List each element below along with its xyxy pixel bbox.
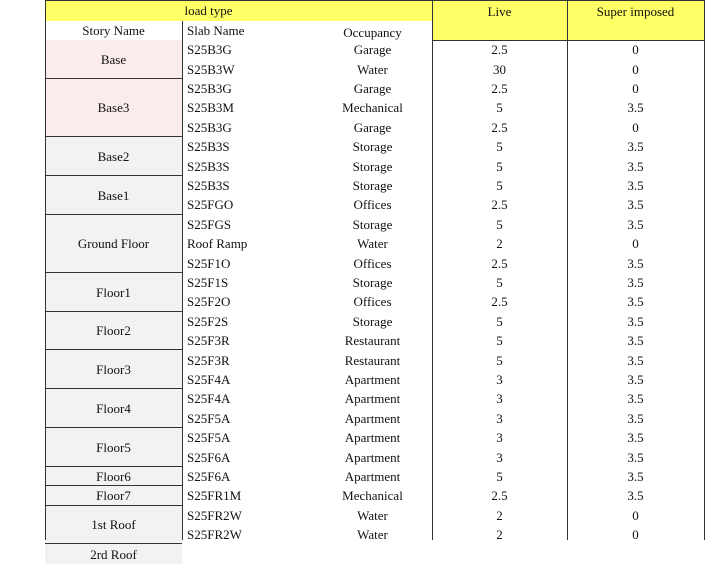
super-imposed-cell: 3.5 xyxy=(627,410,644,426)
live-cell: 5 xyxy=(496,333,503,349)
live-cell: 5 xyxy=(496,177,503,193)
story-divider xyxy=(45,427,182,428)
occupancy-cell: Storage xyxy=(352,313,393,329)
occupancy-cell: Storage xyxy=(352,274,393,290)
occupancy-cell: Apartment xyxy=(344,468,401,484)
story-divider xyxy=(45,272,182,273)
story-divider xyxy=(45,78,182,79)
live-cell: 5 xyxy=(496,352,503,368)
slab-name-cell: S25FR2W xyxy=(187,527,242,543)
live-cell: 2.5 xyxy=(491,80,508,96)
slab-name-cell: S25F6A xyxy=(187,468,231,484)
header-live: Live xyxy=(487,4,512,19)
live-cell: 2 xyxy=(496,507,503,523)
occupancy-cell: Mechanical xyxy=(342,100,403,116)
super-imposed-cell: 3.5 xyxy=(627,197,644,213)
super-imposed-cell: 3.5 xyxy=(627,391,644,407)
live-cell: 5 xyxy=(496,216,503,232)
occupancy-cell: Apartment xyxy=(344,430,401,446)
table-left-border xyxy=(45,0,46,540)
live-cell: 2 xyxy=(496,236,503,252)
story-name-cell: Base3 xyxy=(45,79,182,137)
live-cell: 3 xyxy=(496,371,503,387)
table-right-border xyxy=(704,0,705,540)
live-cell: 3 xyxy=(496,410,503,426)
super-imposed-cell: 3.5 xyxy=(627,468,644,484)
super-imposed-cell: 3.5 xyxy=(627,139,644,155)
story-divider xyxy=(45,349,182,350)
occupancy-cell: Water xyxy=(357,236,388,252)
slab-name-cell: S25B3G xyxy=(187,42,232,58)
super-imposed-cell: 0 xyxy=(632,80,639,96)
header-load-type: load type xyxy=(184,3,233,18)
slab-name-cell: S25F1O xyxy=(187,255,231,271)
occupancy-cell: Apartment xyxy=(344,391,401,407)
occupancy-cell: Apartment xyxy=(344,449,401,465)
occupancy-cell: Restaurant xyxy=(344,352,401,368)
super-imposed-cell: 3.5 xyxy=(627,158,644,174)
super-imposed-cell: 3.5 xyxy=(627,274,644,290)
slab-name-cell: S25F5A xyxy=(187,410,231,426)
story-divider xyxy=(45,466,182,467)
super-imposed-cell: 0 xyxy=(632,119,639,135)
story-divider xyxy=(45,136,182,137)
story-name-cell: Floor4 xyxy=(45,389,182,428)
occupancy-cell: Garage xyxy=(353,119,392,135)
story-divider xyxy=(45,311,182,312)
story-divider xyxy=(45,214,182,215)
slab-name-cell: S25B3S xyxy=(187,139,230,155)
slab-name-cell: S25B3G xyxy=(187,119,232,135)
occupancy-cell: Offices xyxy=(353,294,392,310)
slab-name-cell: S25FR2W xyxy=(187,507,242,523)
slab-name-cell: S25B3W xyxy=(187,61,235,77)
occupancy-cell: Water xyxy=(357,507,388,523)
slab-name-cell: S25B3G xyxy=(187,80,232,96)
live-cell: 5 xyxy=(496,313,503,329)
live-cell: 30 xyxy=(493,61,506,77)
header-story-name: Story Name xyxy=(82,23,145,38)
live-cell: 3 xyxy=(496,391,503,407)
story-name-cell: Floor5 xyxy=(45,428,182,467)
occupancy-cell: Storage xyxy=(352,158,393,174)
header-slab-name: Slab Name xyxy=(187,23,245,38)
story-name-cell: Floor1 xyxy=(45,273,182,312)
super-imposed-cell: 3.5 xyxy=(627,255,644,271)
occupancy-cell: Offices xyxy=(353,197,392,213)
table-top-border xyxy=(45,0,704,1)
super-imposed-cell: 3.5 xyxy=(627,371,644,387)
occupancy-cell: Storage xyxy=(352,216,393,232)
super-imposed-cell: 3.5 xyxy=(627,333,644,349)
live-cell: 2 xyxy=(496,527,503,543)
super-imposed-cell: 3.5 xyxy=(627,177,644,193)
live-cell: 3 xyxy=(496,449,503,465)
slab-name-cell: S25B3S xyxy=(187,158,230,174)
story-divider xyxy=(45,388,182,389)
super-imposed-cell: 0 xyxy=(632,527,639,543)
occupancy-cell: Offices xyxy=(353,255,392,271)
story-name-cell: Base2 xyxy=(45,137,182,176)
live-cell: 3 xyxy=(496,430,503,446)
super-imposed-cell: 0 xyxy=(632,42,639,58)
occupancy-cell: Water xyxy=(357,527,388,543)
story-name-cell: Floor7 xyxy=(45,486,182,505)
super-imposed-cell: 0 xyxy=(632,61,639,77)
occupancy-cell: Garage xyxy=(353,80,392,96)
story-name-cell: Floor6 xyxy=(45,467,182,486)
header-super-imposed-cell xyxy=(567,0,704,40)
slab-name-cell: S25F4A xyxy=(187,391,231,407)
header-load-type-cell xyxy=(45,0,432,21)
super-imposed-cell: 3.5 xyxy=(627,430,644,446)
story-name-cell: Floor2 xyxy=(45,312,182,351)
occupancy-cell: Mechanical xyxy=(342,488,403,504)
live-cell: 2.5 xyxy=(491,488,508,504)
occupancy-cell: Storage xyxy=(352,139,393,155)
live-cell: 5 xyxy=(496,139,503,155)
story-divider xyxy=(45,505,182,506)
super-imposed-cell: 0 xyxy=(632,507,639,523)
super-imposed-cell: 3.5 xyxy=(627,294,644,310)
story-name-cell: Base xyxy=(45,40,182,79)
live-cell: 5 xyxy=(496,274,503,290)
slab-name-cell: S25FGO xyxy=(187,197,234,213)
live-cell: 5 xyxy=(496,100,503,116)
super-imposed-cell: 3.5 xyxy=(627,352,644,368)
live-cell: 2.5 xyxy=(491,119,508,135)
live-cell: 2.5 xyxy=(491,197,508,213)
super-imposed-cell: 3.5 xyxy=(627,488,644,504)
slab-name-cell: S25F3R xyxy=(187,333,230,349)
header-live-cell xyxy=(432,0,567,40)
live-column-border xyxy=(567,0,568,540)
super-imposed-cell: 3.5 xyxy=(627,100,644,116)
live-cell: 5 xyxy=(496,158,503,174)
occupancy-cell: Water xyxy=(357,61,388,77)
slab-name-cell: S25F3R xyxy=(187,352,230,368)
story-name-cell: Ground Floor xyxy=(45,215,182,273)
slab-name-cell: S25F4A xyxy=(187,371,231,387)
slab-name-cell: S25F1S xyxy=(187,274,229,290)
story-divider xyxy=(45,485,182,486)
slab-name-cell: S25FR1M xyxy=(187,488,242,504)
occupancy-cell: Apartment xyxy=(344,371,401,387)
slab-name-cell: S25F2S xyxy=(187,313,229,329)
super-imposed-cell: 3.5 xyxy=(627,216,644,232)
story-name-cell: Base1 xyxy=(45,176,182,215)
slab-name-cell: S25FGS xyxy=(187,216,232,232)
story-divider xyxy=(45,543,182,544)
story-name-cell: 1st Roof xyxy=(45,506,182,545)
super-imposed-cell: 0 xyxy=(632,236,639,252)
live-cell: 2.5 xyxy=(491,255,508,271)
occupancy-cell: Apartment xyxy=(344,410,401,426)
super-imposed-cell: 3.5 xyxy=(627,313,644,329)
story-column-border xyxy=(182,21,183,540)
story-name-cell: Floor3 xyxy=(45,350,182,389)
slab-name-cell: Roof Ramp xyxy=(187,236,248,252)
occupancy-cell: Restaurant xyxy=(344,333,401,349)
occupancy-cell: Garage xyxy=(353,42,392,58)
super-imposed-cell: 3.5 xyxy=(627,449,644,465)
header-occupancy: Occupancy xyxy=(343,24,402,40)
header-super-imposed: Super imposed xyxy=(596,4,675,19)
story-name-cell: 2rd Roof xyxy=(45,544,182,563)
live-cell: 2.5 xyxy=(491,294,508,310)
live-cell: 2.5 xyxy=(491,42,508,58)
occupancy-cell: Storage xyxy=(352,177,393,193)
slab-name-cell: S25B3S xyxy=(187,177,230,193)
live-cell: 5 xyxy=(496,468,503,484)
story-divider xyxy=(45,175,182,176)
slab-name-cell: S25B3M xyxy=(187,100,234,116)
slab-name-cell: S25F5A xyxy=(187,430,231,446)
slab-name-cell: S25F6A xyxy=(187,449,231,465)
slab-name-cell: S25F2O xyxy=(187,294,231,310)
occupancy-column-border xyxy=(432,0,433,540)
header-divider xyxy=(432,40,704,41)
